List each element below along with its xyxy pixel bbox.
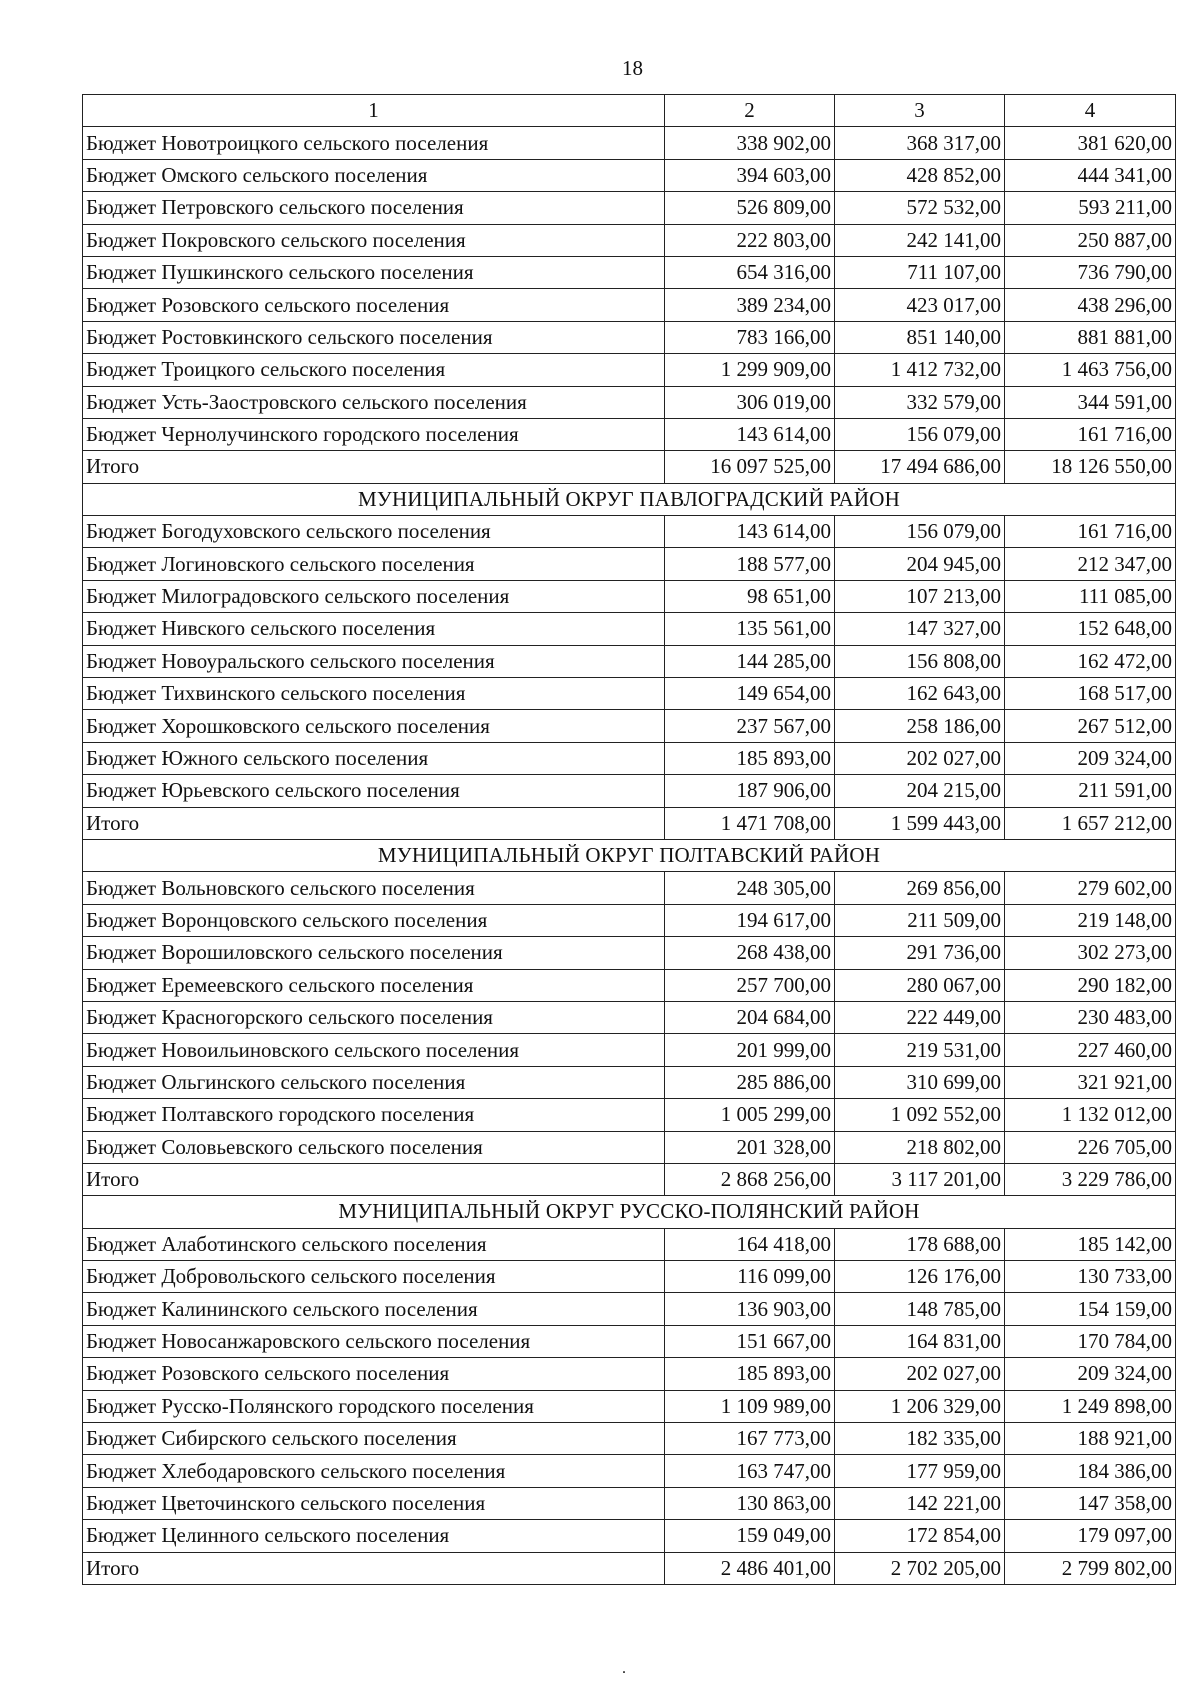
amount-col-4: 230 483,00	[1005, 1001, 1176, 1033]
total-label: Итого	[83, 1163, 665, 1195]
table-row	[83, 1261, 1176, 1293]
total-col-3: 1 599 443,00	[835, 807, 1005, 839]
amount-col-4: 302 273,00	[1005, 937, 1176, 969]
amount-col-3: 147 327,00	[835, 613, 1005, 645]
amount-col-4: 219 148,00	[1005, 904, 1176, 936]
settlement-name: Бюджет Усть-Заостровского сельского поселения	[83, 386, 665, 418]
amount-col-3: 177 959,00	[835, 1455, 1005, 1487]
total-col-2: 2 868 256,00	[665, 1163, 835, 1195]
amount-col-4: 154 159,00	[1005, 1293, 1176, 1325]
settlement-name: Бюджет Богодуховского сельского поселения	[83, 516, 665, 548]
section-header-row	[83, 839, 1176, 871]
settlement-name: Бюджет Цветочинского сельского поселения	[83, 1487, 665, 1519]
table-row	[83, 1423, 1176, 1455]
table-row	[83, 969, 1176, 1001]
settlement-name: Бюджет Логиновского сельского поселения	[83, 548, 665, 580]
table-row	[83, 1293, 1176, 1325]
amount-col-2: 237 567,00	[665, 710, 835, 742]
column-header: 3	[835, 95, 1005, 127]
settlement-name: Бюджет Ворошиловского сельского поселения	[83, 937, 665, 969]
amount-col-4: 162 472,00	[1005, 645, 1176, 677]
settlement-name: Бюджет Ростовкинского сельского поселения	[83, 321, 665, 353]
amount-col-4: 267 512,00	[1005, 710, 1176, 742]
total-row	[83, 451, 1176, 483]
settlement-name: Бюджет Новоуральского сельского поселения	[83, 645, 665, 677]
amount-col-3: 423 017,00	[835, 289, 1005, 321]
table-row	[83, 289, 1176, 321]
amount-col-4: 438 296,00	[1005, 289, 1176, 321]
settlement-name: Бюджет Нивского сельского поселения	[83, 613, 665, 645]
page-number: 18	[622, 56, 643, 80]
amount-col-4: 250 887,00	[1005, 224, 1176, 256]
table-row	[83, 937, 1176, 969]
amount-col-3: 162 643,00	[835, 678, 1005, 710]
amount-col-4: 321 921,00	[1005, 1066, 1176, 1098]
table-row	[83, 354, 1176, 386]
table-row	[83, 775, 1176, 807]
amount-col-4: 152 648,00	[1005, 613, 1176, 645]
amount-col-2: 1 109 989,00	[665, 1390, 835, 1422]
settlement-name: Бюджет Полтавского городского поселения	[83, 1099, 665, 1131]
section-header-row	[83, 483, 1176, 515]
settlement-name: Бюджет Красногорского сельского поселения	[83, 1001, 665, 1033]
amount-col-3: 242 141,00	[835, 224, 1005, 256]
table-row	[83, 678, 1176, 710]
total-col-4: 18 126 550,00	[1005, 451, 1176, 483]
settlement-name: Бюджет Ольгинского сельского поселения	[83, 1066, 665, 1098]
amount-col-4: 212 347,00	[1005, 548, 1176, 580]
settlement-name: Бюджет Чернолучинского городского поселения	[83, 418, 665, 450]
amount-col-4: 881 881,00	[1005, 321, 1176, 353]
amount-col-3: 1 206 329,00	[835, 1390, 1005, 1422]
amount-col-2: 143 614,00	[665, 516, 835, 548]
amount-col-2: 159 049,00	[665, 1520, 835, 1552]
settlement-name: Бюджет Еремеевского сельского поселения	[83, 969, 665, 1001]
amount-col-3: 164 831,00	[835, 1325, 1005, 1357]
amount-col-3: 156 079,00	[835, 516, 1005, 548]
amount-col-3: 280 067,00	[835, 969, 1005, 1001]
table-row	[83, 256, 1176, 288]
amount-col-4: 444 341,00	[1005, 159, 1176, 191]
settlement-name: Бюджет Воронцовского сельского поселения	[83, 904, 665, 936]
amount-col-3: 428 852,00	[835, 159, 1005, 191]
amount-col-3: 204 945,00	[835, 548, 1005, 580]
column-number-row	[83, 95, 1176, 127]
amount-col-4: 209 324,00	[1005, 742, 1176, 774]
amount-col-3: 310 699,00	[835, 1066, 1005, 1098]
settlement-name: Бюджет Добровольского сельского поселения	[83, 1261, 665, 1293]
amount-col-4: 736 790,00	[1005, 256, 1176, 288]
table-row	[83, 710, 1176, 742]
column-header: 4	[1005, 95, 1176, 127]
amount-col-4: 161 716,00	[1005, 516, 1176, 548]
table-row	[83, 1066, 1176, 1098]
settlement-name: Бюджет Новосанжаровского сельского поселения	[83, 1325, 665, 1357]
amount-col-4: 130 733,00	[1005, 1261, 1176, 1293]
settlement-name: Бюджет Соловьевского сельского поселения	[83, 1131, 665, 1163]
amount-col-2: 144 285,00	[665, 645, 835, 677]
budget-table-body	[83, 95, 1176, 1585]
amount-col-2: 149 654,00	[665, 678, 835, 710]
amount-col-2: 136 903,00	[665, 1293, 835, 1325]
amount-col-2: 654 316,00	[665, 256, 835, 288]
amount-col-2: 268 438,00	[665, 937, 835, 969]
amount-col-4: 211 591,00	[1005, 775, 1176, 807]
settlement-name: Бюджет Розовского сельского поселения	[83, 289, 665, 321]
amount-col-2: 526 809,00	[665, 192, 835, 224]
table-row	[83, 645, 1176, 677]
amount-col-3: 222 449,00	[835, 1001, 1005, 1033]
amount-col-2: 185 893,00	[665, 1358, 835, 1390]
total-col-3: 3 117 201,00	[835, 1163, 1005, 1195]
amount-col-4: 188 921,00	[1005, 1423, 1176, 1455]
total-label: Итого	[83, 1552, 665, 1584]
amount-col-2: 163 747,00	[665, 1455, 835, 1487]
settlement-name: Бюджет Южного сельского поселения	[83, 742, 665, 774]
settlement-name: Бюджет Новотроицкого сельского поселения	[83, 127, 665, 159]
amount-col-2: 285 886,00	[665, 1066, 835, 1098]
amount-col-3: 332 579,00	[835, 386, 1005, 418]
total-col-3: 17 494 686,00	[835, 451, 1005, 483]
amount-col-3: 178 688,00	[835, 1228, 1005, 1260]
amount-col-2: 116 099,00	[665, 1261, 835, 1293]
amount-col-4: 168 517,00	[1005, 678, 1176, 710]
table-row	[83, 321, 1176, 353]
amount-col-3: 156 079,00	[835, 418, 1005, 450]
table-row	[83, 580, 1176, 612]
total-col-2: 1 471 708,00	[665, 807, 835, 839]
settlement-name: Бюджет Тихвинского сельского поселения	[83, 678, 665, 710]
amount-col-2: 248 305,00	[665, 872, 835, 904]
amount-col-3: 172 854,00	[835, 1520, 1005, 1552]
settlement-name: Бюджет Новоильиновского сельского поселения	[83, 1034, 665, 1066]
amount-col-3: 142 221,00	[835, 1487, 1005, 1519]
amount-col-3: 202 027,00	[835, 742, 1005, 774]
table-row	[83, 192, 1176, 224]
amount-col-4: 1 463 756,00	[1005, 354, 1176, 386]
total-label: Итого	[83, 807, 665, 839]
settlement-name: Бюджет Алаботинского сельского поселения	[83, 1228, 665, 1260]
settlement-name: Бюджет Милоградовского сельского поселения	[83, 580, 665, 612]
amount-col-3: 572 532,00	[835, 192, 1005, 224]
amount-col-4: 344 591,00	[1005, 386, 1176, 418]
section-title: МУНИЦИПАЛЬНЫЙ ОКРУГ РУССКО-ПОЛЯНСКИЙ РАЙОН	[83, 1196, 1176, 1228]
total-col-2: 2 486 401,00	[665, 1552, 835, 1584]
table-row	[83, 904, 1176, 936]
table-row	[83, 742, 1176, 774]
amount-col-4: 227 460,00	[1005, 1034, 1176, 1066]
amount-col-3: 219 531,00	[835, 1034, 1005, 1066]
amount-col-2: 338 902,00	[665, 127, 835, 159]
amount-col-3: 269 856,00	[835, 872, 1005, 904]
table-row	[83, 548, 1176, 580]
table-row	[83, 1520, 1176, 1552]
settlement-name: Бюджет Сибирского сельского поселения	[83, 1423, 665, 1455]
settlement-name: Бюджет Вольновского сельского поселения	[83, 872, 665, 904]
amount-col-2: 135 561,00	[665, 613, 835, 645]
budget-table	[82, 94, 1176, 1585]
amount-col-4: 226 705,00	[1005, 1131, 1176, 1163]
amount-col-2: 389 234,00	[665, 289, 835, 321]
table-row	[83, 613, 1176, 645]
total-row	[83, 807, 1176, 839]
amount-col-2: 185 893,00	[665, 742, 835, 774]
column-header: 1	[83, 95, 665, 127]
amount-col-2: 306 019,00	[665, 386, 835, 418]
table-row	[83, 386, 1176, 418]
table-row	[83, 1455, 1176, 1487]
amount-col-4: 147 358,00	[1005, 1487, 1176, 1519]
section-title: МУНИЦИПАЛЬНЫЙ ОКРУГ ПАВЛОГРАДСКИЙ РАЙОН	[83, 483, 1176, 515]
total-row	[83, 1552, 1176, 1584]
amount-col-2: 201 999,00	[665, 1034, 835, 1066]
amount-col-4: 290 182,00	[1005, 969, 1176, 1001]
table-row	[83, 159, 1176, 191]
table-row	[83, 1099, 1176, 1131]
total-label: Итого	[83, 451, 665, 483]
amount-col-2: 194 617,00	[665, 904, 835, 936]
settlement-name: Бюджет Юрьевского сельского поселения	[83, 775, 665, 807]
amount-col-2: 167 773,00	[665, 1423, 835, 1455]
amount-col-3: 211 509,00	[835, 904, 1005, 936]
settlement-name: Бюджет Хорошковского сельского поселения	[83, 710, 665, 742]
amount-col-2: 1 005 299,00	[665, 1099, 835, 1131]
amount-col-3: 258 186,00	[835, 710, 1005, 742]
settlement-name: Бюджет Целинного сельского поселения	[83, 1520, 665, 1552]
settlement-name: Бюджет Покровского сельского поселения	[83, 224, 665, 256]
amount-col-4: 1 132 012,00	[1005, 1099, 1176, 1131]
amount-col-2: 151 667,00	[665, 1325, 835, 1357]
table-row	[83, 1001, 1176, 1033]
total-col-4: 3 229 786,00	[1005, 1163, 1176, 1195]
table-row	[83, 516, 1176, 548]
amount-col-4: 185 142,00	[1005, 1228, 1176, 1260]
total-col-3: 2 702 205,00	[835, 1552, 1005, 1584]
amount-col-4: 179 097,00	[1005, 1520, 1176, 1552]
amount-col-2: 204 684,00	[665, 1001, 835, 1033]
amount-col-3: 182 335,00	[835, 1423, 1005, 1455]
section-header-row	[83, 1196, 1176, 1228]
table-row	[83, 1228, 1176, 1260]
table-row	[83, 1131, 1176, 1163]
settlement-name: Бюджет Петровского сельского поселения	[83, 192, 665, 224]
amount-col-3: 851 140,00	[835, 321, 1005, 353]
total-col-4: 2 799 802,00	[1005, 1552, 1176, 1584]
amount-col-3: 202 027,00	[835, 1358, 1005, 1390]
amount-col-3: 1 412 732,00	[835, 354, 1005, 386]
table-row	[83, 127, 1176, 159]
amount-col-3: 107 213,00	[835, 580, 1005, 612]
settlement-name: Бюджет Пушкинского сельского поселения	[83, 256, 665, 288]
amount-col-4: 161 716,00	[1005, 418, 1176, 450]
table-row	[83, 224, 1176, 256]
amount-col-4: 279 602,00	[1005, 872, 1176, 904]
settlement-name: Бюджет Омского сельского поселения	[83, 159, 665, 191]
amount-col-3: 126 176,00	[835, 1261, 1005, 1293]
settlement-name: Бюджет Русско-Полянского городского поселения	[83, 1390, 665, 1422]
amount-col-2: 187 906,00	[665, 775, 835, 807]
table-row	[83, 418, 1176, 450]
amount-col-2: 201 328,00	[665, 1131, 835, 1163]
amount-col-3: 204 215,00	[835, 775, 1005, 807]
amount-col-4: 170 784,00	[1005, 1325, 1176, 1357]
amount-col-2: 130 863,00	[665, 1487, 835, 1519]
settlement-name: Бюджет Троицкого сельского поселения	[83, 354, 665, 386]
amount-col-2: 98 651,00	[665, 580, 835, 612]
table-row	[83, 1034, 1176, 1066]
amount-col-3: 148 785,00	[835, 1293, 1005, 1325]
amount-col-3: 368 317,00	[835, 127, 1005, 159]
amount-col-2: 783 166,00	[665, 321, 835, 353]
amount-col-3: 218 802,00	[835, 1131, 1005, 1163]
amount-col-4: 1 249 898,00	[1005, 1390, 1176, 1422]
section-title: МУНИЦИПАЛЬНЫЙ ОКРУГ ПОЛТАВСКИЙ РАЙОН	[83, 839, 1176, 871]
total-col-4: 1 657 212,00	[1005, 807, 1176, 839]
amount-col-2: 188 577,00	[665, 548, 835, 580]
amount-col-3: 156 808,00	[835, 645, 1005, 677]
amount-col-3: 291 736,00	[835, 937, 1005, 969]
settlement-name: Бюджет Розовского сельского поселения	[83, 1358, 665, 1390]
table-row	[83, 1358, 1176, 1390]
settlement-name: Бюджет Калининского сельского поселения	[83, 1293, 665, 1325]
amount-col-3: 711 107,00	[835, 256, 1005, 288]
table-row	[83, 1325, 1176, 1357]
total-col-2: 16 097 525,00	[665, 451, 835, 483]
amount-col-2: 143 614,00	[665, 418, 835, 450]
table-row	[83, 1390, 1176, 1422]
amount-col-2: 164 418,00	[665, 1228, 835, 1260]
table-row	[83, 872, 1176, 904]
amount-col-2: 222 803,00	[665, 224, 835, 256]
amount-col-4: 111 085,00	[1005, 580, 1176, 612]
table-row	[83, 1487, 1176, 1519]
amount-col-4: 184 386,00	[1005, 1455, 1176, 1487]
column-header: 2	[665, 95, 835, 127]
page-dot: .	[622, 1660, 626, 1677]
amount-col-2: 1 299 909,00	[665, 354, 835, 386]
settlement-name: Бюджет Хлебодаровского сельского поселения	[83, 1455, 665, 1487]
amount-col-4: 381 620,00	[1005, 127, 1176, 159]
amount-col-2: 394 603,00	[665, 159, 835, 191]
amount-col-4: 209 324,00	[1005, 1358, 1176, 1390]
total-row	[83, 1163, 1176, 1195]
amount-col-4: 593 211,00	[1005, 192, 1176, 224]
amount-col-2: 257 700,00	[665, 969, 835, 1001]
amount-col-3: 1 092 552,00	[835, 1099, 1005, 1131]
